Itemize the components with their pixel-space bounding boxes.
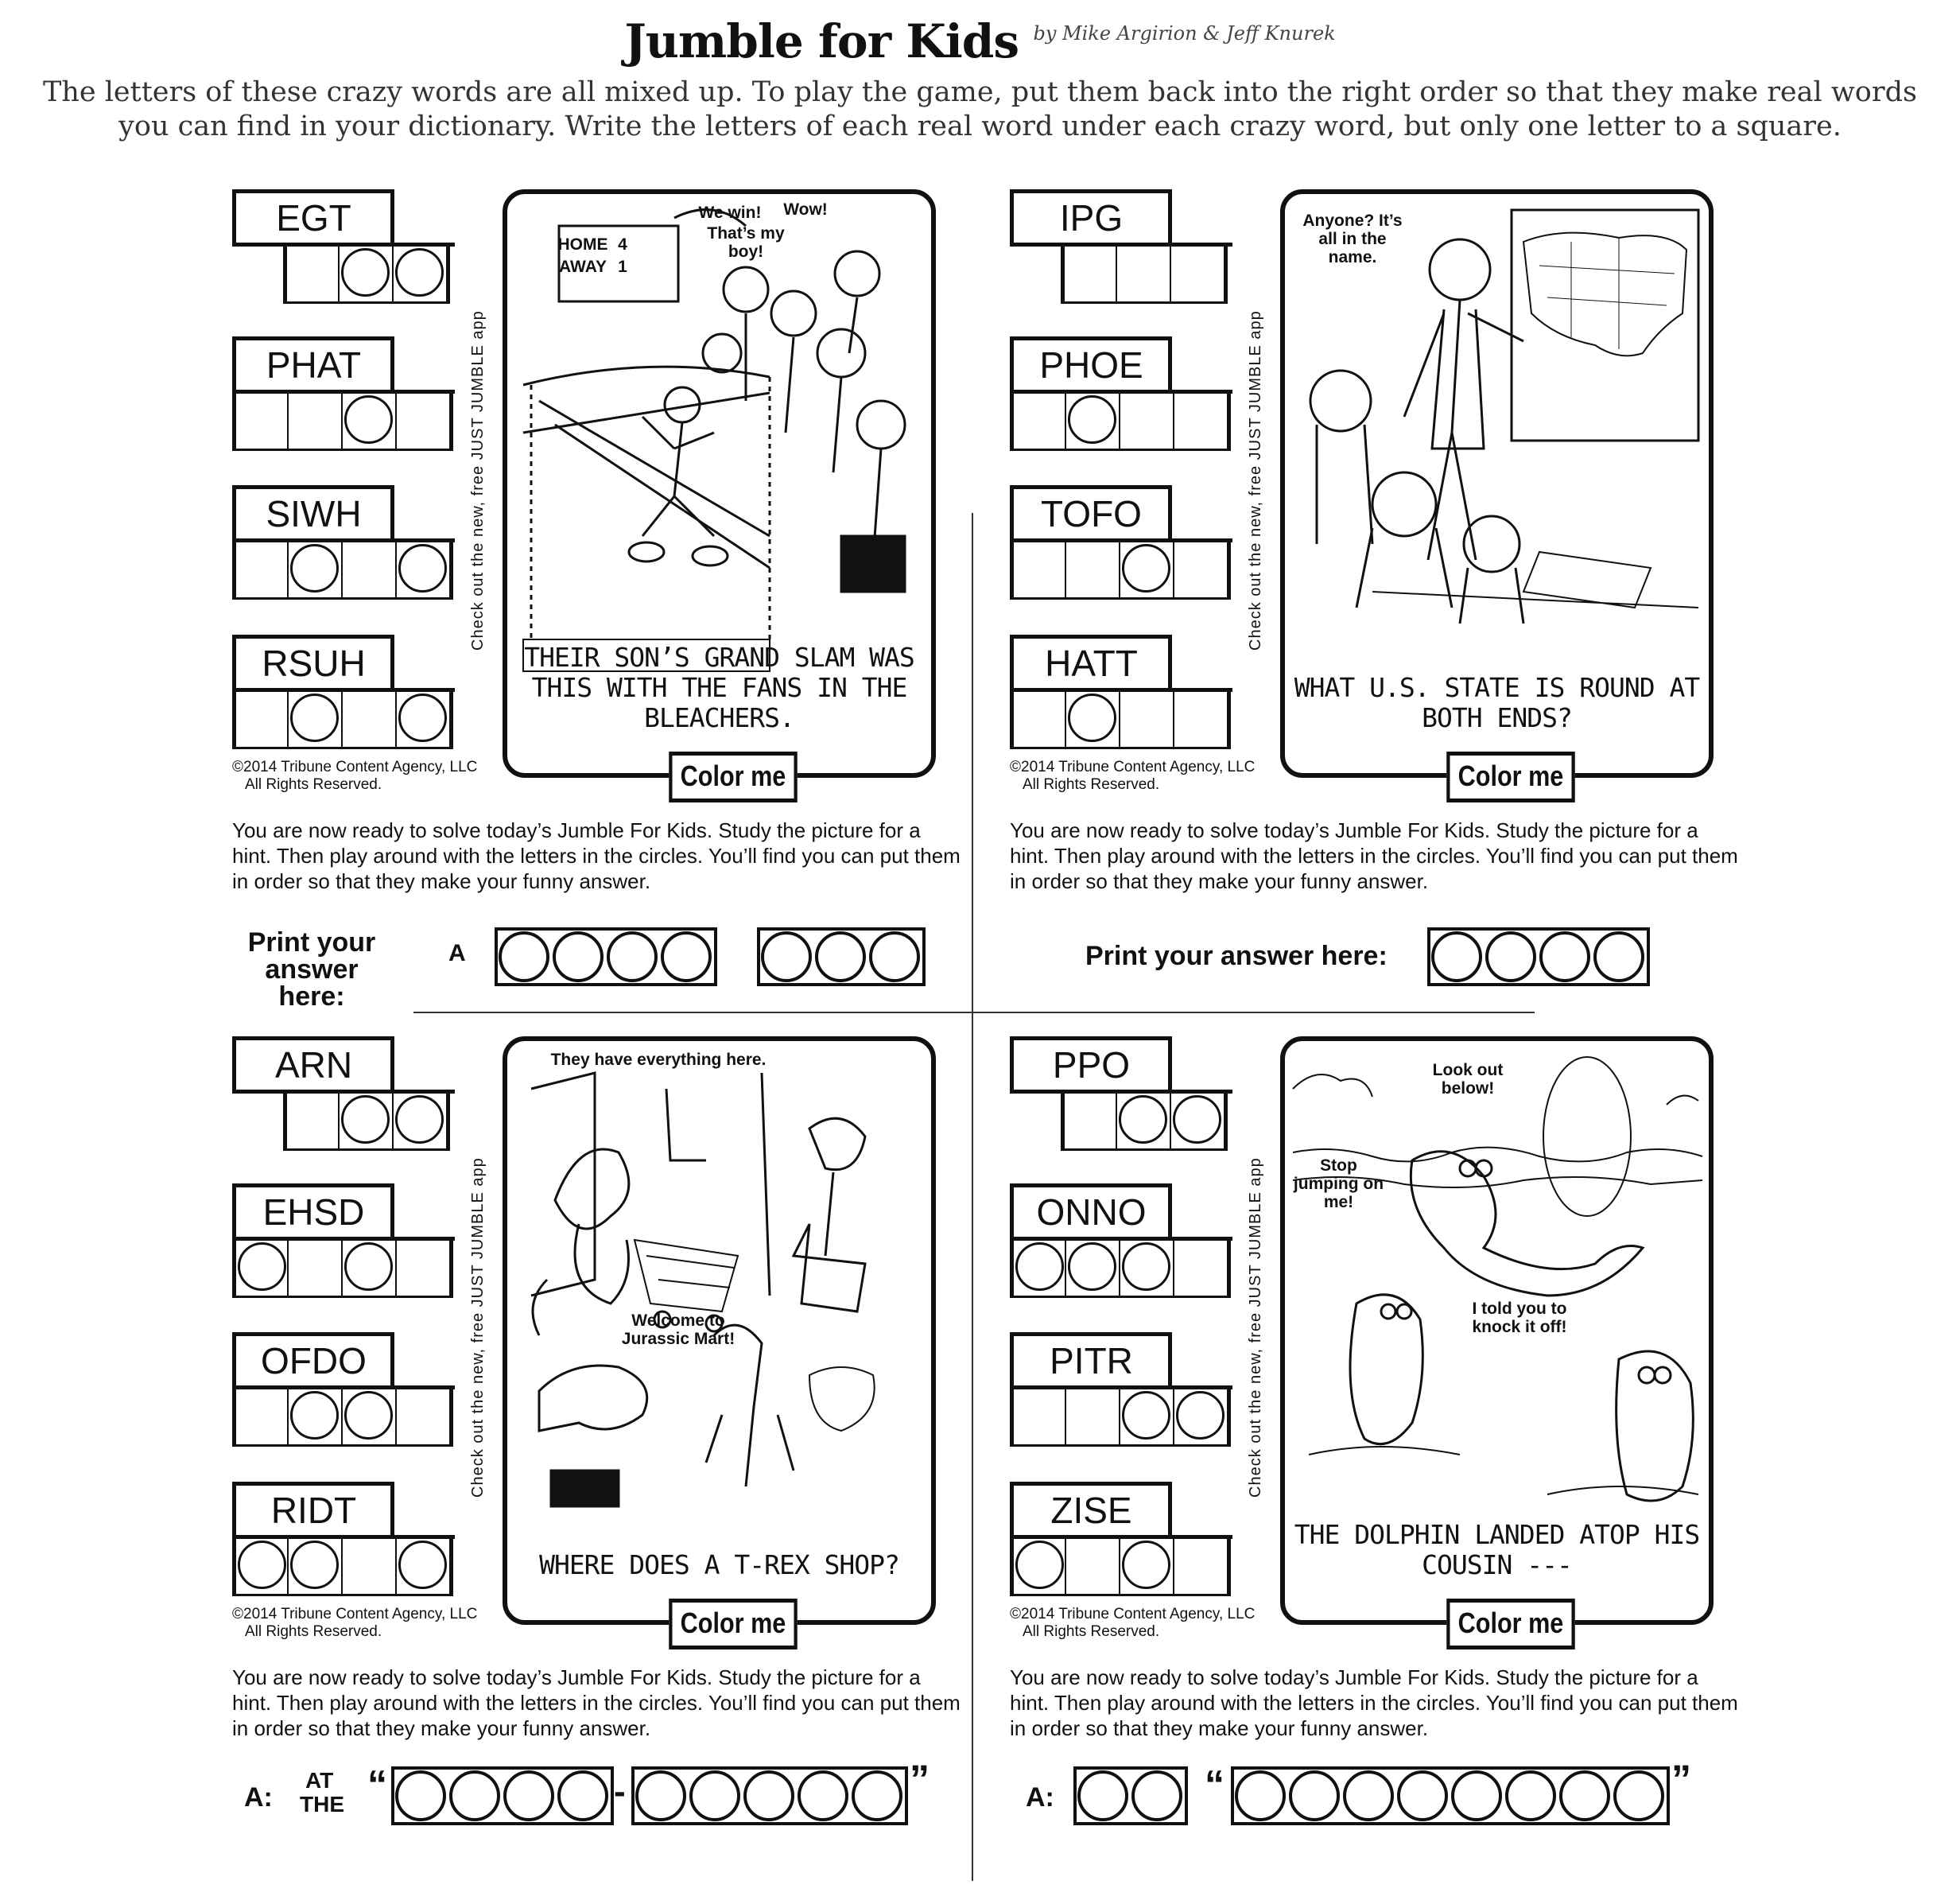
answer-circle[interactable]	[1288, 1770, 1342, 1822]
answer-cells	[232, 1539, 453, 1596]
answer-cells	[1010, 394, 1231, 451]
letter-square[interactable]	[397, 1241, 451, 1296]
cartoon-panel	[1280, 1036, 1714, 1625]
scrambled-word: ZISE	[1010, 1482, 1169, 1539]
circled-letter-square[interactable]	[1117, 1094, 1171, 1148]
copyright	[1010, 759, 1255, 794]
puzzle-4	[1010, 1036, 1805, 1879]
circled-letter-square[interactable]	[343, 1389, 397, 1444]
jumble-word	[1010, 336, 1232, 456]
circled-letter-square[interactable]	[289, 1389, 343, 1444]
letter-square[interactable]	[1120, 692, 1174, 747]
answer-cells	[1010, 1389, 1231, 1447]
answer-word-1	[1073, 1766, 1188, 1825]
circled-letter-square[interactable]	[340, 247, 394, 301]
instructions-text: You are now ready to solve today’s Jumble For Kids. Study the picture for a hint. Then play around with the letters in the circles. You’ll find you can put them in order so that they make your funny answer.	[1010, 818, 1738, 893]
speech-bubble-text: Welcome to Jurassic Mart!	[621, 1311, 735, 1348]
answer-cells	[232, 1389, 453, 1447]
circled-letter-square[interactable]	[394, 247, 448, 301]
speech-bubble-text: 1	[618, 258, 627, 276]
answer-circle[interactable]	[689, 1770, 743, 1822]
jumble-word	[232, 1183, 455, 1303]
scrambled-word: ARN	[232, 1036, 391, 1094]
color-me-label: Color me	[1446, 1599, 1575, 1649]
letter-square[interactable]	[1012, 692, 1066, 747]
letter-square[interactable]	[1066, 1389, 1120, 1444]
answer-cells	[232, 692, 453, 749]
copyright-line: All Rights Reserved.	[1023, 1623, 1160, 1640]
letter-square[interactable]	[1174, 1539, 1228, 1594]
answer-circle[interactable]	[1558, 1770, 1613, 1822]
answer-cells	[1010, 1241, 1231, 1298]
answer-cells	[1061, 247, 1228, 304]
answer-cells	[232, 1241, 453, 1298]
answer-circle[interactable]	[1077, 1770, 1131, 1822]
letter-square[interactable]	[285, 247, 340, 301]
speech-bubble-text: 4	[618, 235, 627, 254]
scrambled-word: HATT	[1010, 635, 1169, 692]
answer-circle[interactable]	[635, 1770, 689, 1822]
jumble-word	[232, 1482, 455, 1601]
open-quote: “	[367, 1762, 387, 1807]
answer-cells	[1010, 692, 1231, 749]
answer-circle[interactable]	[1396, 1770, 1450, 1822]
speech-bubble-text: That’s my boy!	[707, 224, 785, 261]
answer-circle[interactable]	[851, 1770, 905, 1822]
instructions-text: You are now ready to solve today’s Jumble For Kids. Study the picture for a hint. Then play around with the letters in the circles. You’ll find you can put them in order so that they make your funny answer.	[232, 818, 961, 893]
answer-circle[interactable]	[1430, 931, 1485, 983]
color-me-label: Color me	[669, 1599, 798, 1649]
jumble-word	[232, 189, 455, 309]
speech-bubble-text: Look out below!	[1432, 1061, 1504, 1098]
answer-circle[interactable]	[503, 1770, 557, 1822]
answer-word-1	[495, 927, 717, 986]
letter-square[interactable]	[1012, 542, 1066, 597]
answer-circle[interactable]	[797, 1770, 851, 1822]
letter-square[interactable]	[1066, 542, 1120, 597]
cartoon-caption: WHERE DOES A T-REX SHOP?	[539, 1549, 899, 1580]
answer-circle[interactable]	[606, 931, 660, 983]
answer-cells	[1061, 1094, 1228, 1151]
instructions-text: You are now ready to solve today’s Jumble For Kids. Study the picture for a hint. Then play around with the letters in the circles. You’ll find you can put them in order so that they make your funny answer.	[1010, 1665, 1738, 1740]
jumble-word	[1010, 1482, 1232, 1601]
answer-circle[interactable]	[394, 1770, 448, 1822]
color-me-label: Color me	[669, 752, 798, 802]
answer-word-2	[757, 927, 926, 986]
answer-label: A:	[244, 1782, 273, 1813]
answer-circle[interactable]	[1613, 1770, 1667, 1822]
circled-letter-square[interactable]	[394, 1094, 448, 1148]
speech-bubble-text: We win!	[698, 204, 762, 222]
answer-circle[interactable]	[1539, 931, 1593, 983]
scrambled-word: RSUH	[232, 635, 391, 692]
answer-circle[interactable]	[1504, 1770, 1558, 1822]
copyright-line: All Rights Reserved.	[245, 1623, 382, 1640]
circled-letter-square[interactable]	[1120, 1389, 1174, 1444]
page-title: Jumble for Kids	[624, 14, 1019, 68]
scrambled-word: TOFO	[1010, 485, 1169, 542]
answer-circle[interactable]	[1485, 931, 1539, 983]
copyright-line: ©2014 Tribune Content Agency, LLC	[232, 759, 478, 775]
letter-square[interactable]	[1174, 542, 1228, 597]
answer-cells	[1010, 1539, 1231, 1596]
copyright	[1010, 1606, 1255, 1641]
answer-word-2	[631, 1766, 908, 1825]
copyright-line: All Rights Reserved.	[245, 776, 382, 793]
cartoon-panel	[1280, 189, 1714, 778]
circled-letter-square[interactable]	[343, 1241, 397, 1296]
copyright-line: ©2014 Tribune Content Agency, LLC	[1010, 759, 1256, 775]
scrambled-word: PITR	[1010, 1332, 1169, 1389]
jumble-word	[1010, 1183, 1232, 1303]
open-quote: “	[1205, 1762, 1225, 1807]
answer-circle[interactable]	[552, 931, 606, 983]
answer-circle[interactable]	[498, 931, 552, 983]
speech-bubble-text: Stop jumping on me!	[1293, 1156, 1384, 1211]
copyright-line: ©2014 Tribune Content Agency, LLC	[232, 1606, 478, 1622]
letter-square[interactable]	[343, 692, 397, 747]
letter-square[interactable]	[235, 692, 289, 747]
circled-letter-square[interactable]	[235, 1241, 289, 1296]
answer-prefix-top: AT	[305, 1768, 334, 1793]
circled-letter-square[interactable]	[340, 1094, 394, 1148]
circled-letter-square[interactable]	[397, 1539, 451, 1594]
answer-circle[interactable]	[1450, 1770, 1504, 1822]
answer-circle[interactable]	[1234, 1770, 1288, 1822]
jumble-word	[1010, 1036, 1232, 1156]
jumble-word	[232, 1036, 455, 1156]
scrambled-word: OFDO	[232, 1332, 391, 1389]
answer-word-2	[1231, 1766, 1670, 1825]
speech-bubble-text: Anyone? It’s all in the name.	[1302, 212, 1403, 266]
answer-circle[interactable]	[868, 931, 922, 983]
jumble-word	[1010, 1332, 1232, 1451]
jumble-word	[232, 485, 455, 604]
letter-square[interactable]	[1171, 247, 1225, 301]
scrambled-word: SIWH	[232, 485, 391, 542]
scrambled-word: ONNO	[1010, 1183, 1169, 1241]
instructions-text: You are now ready to solve today’s Jumble For Kids. Study the picture for a hint. Then play around with the letters in the circles. You’ll find you can put them in order so that they make your funny answer.	[232, 1665, 961, 1740]
letter-square[interactable]	[343, 542, 397, 597]
circled-letter-square[interactable]	[1066, 1241, 1120, 1296]
scrambled-word: IPG	[1010, 189, 1169, 247]
circled-letter-square[interactable]	[1012, 1539, 1066, 1594]
scrambled-word: EGT	[232, 189, 391, 247]
circled-letter-square[interactable]	[397, 692, 451, 747]
jumble-word	[1010, 189, 1232, 309]
letter-square[interactable]	[343, 1539, 397, 1594]
answer-label: Print your answer here:	[1085, 941, 1388, 971]
circled-letter-square[interactable]	[343, 394, 397, 449]
cartoon-panel	[503, 189, 936, 778]
dash: -	[614, 1772, 626, 1811]
answer-cells	[283, 247, 450, 304]
circled-letter-square[interactable]	[1171, 1094, 1225, 1148]
letter-square[interactable]	[1120, 394, 1174, 449]
answer-circle[interactable]	[814, 931, 868, 983]
close-quote: ”	[1671, 1757, 1691, 1801]
jumble-word	[1010, 635, 1232, 754]
answer-label: A:	[1026, 1782, 1054, 1813]
answer-circle[interactable]	[743, 1770, 797, 1822]
letter-square[interactable]	[1117, 247, 1171, 301]
circled-letter-square[interactable]	[1012, 1241, 1066, 1296]
answer-circle[interactable]	[448, 1770, 503, 1822]
speech-bubble-text: HOME	[557, 235, 608, 254]
answer-label: Print your answer here:	[247, 927, 376, 1012]
copyright	[232, 1606, 477, 1641]
answer-circle[interactable]	[557, 1770, 611, 1822]
intro-text: The letters of these crazy words are all mixed up. To play the game, put them back into the right order so that they make real words you can find in your dictionary. Write the letters of each real word under each crazy word, but only one letter to a square.	[43, 76, 1917, 142]
answer-prefix-bottom: THE	[300, 1792, 344, 1817]
cartoon-panel	[503, 1036, 936, 1625]
answer-circle[interactable]	[1131, 1770, 1185, 1822]
puzzle-3	[232, 1036, 1027, 1879]
circled-letter-square[interactable]	[289, 1539, 343, 1594]
answer-circle[interactable]	[660, 931, 714, 983]
copyright-line: All Rights Reserved.	[1023, 776, 1160, 793]
cartoon-caption: WHAT U.S. STATE IS ROUND AT BOTH ENDS?	[1294, 672, 1700, 733]
letter-square[interactable]	[1174, 692, 1228, 747]
scrambled-word: EHSD	[232, 1183, 391, 1241]
circled-letter-square[interactable]	[1120, 1539, 1174, 1594]
copyright-line: ©2014 Tribune Content Agency, LLC	[1010, 1606, 1256, 1622]
letter-square[interactable]	[285, 1094, 340, 1148]
jumble-word	[232, 635, 455, 754]
scrambled-word: PHOE	[1010, 336, 1169, 394]
cartoon-caption: THEIR SON’S GRAND SLAM WAS THIS WITH THE FANS IN THE BLEACHERS.	[524, 642, 914, 733]
answer-word-1	[391, 1766, 614, 1825]
app-note: Check out the new, free JUST JUMBLE app	[1247, 1157, 1264, 1498]
letter-square[interactable]	[1063, 247, 1117, 301]
letter-square[interactable]	[1066, 1539, 1120, 1594]
app-note: Check out the new, free JUST JUMBLE app	[469, 310, 487, 651]
answer-circle[interactable]	[760, 931, 814, 983]
circled-letter-square[interactable]	[1066, 692, 1120, 747]
puzzle-1	[232, 189, 1027, 1032]
circled-letter-square[interactable]	[289, 692, 343, 747]
answer-circle[interactable]	[1593, 931, 1647, 983]
circled-letter-square[interactable]	[1120, 542, 1174, 597]
letter-square[interactable]	[235, 542, 289, 597]
answer-circle[interactable]	[1342, 1770, 1396, 1822]
letter-square[interactable]	[1012, 394, 1066, 449]
letter-square[interactable]	[1063, 1094, 1117, 1148]
answer-cells	[232, 394, 453, 451]
jumble-word	[1010, 485, 1232, 604]
speech-bubble-text: AWAY	[559, 258, 607, 276]
color-me-label: Color me	[1446, 752, 1575, 802]
scrambled-word: PPO	[1010, 1036, 1169, 1094]
speech-bubble-text: I told you to knock it off!	[1472, 1300, 1567, 1336]
answer-cells	[232, 542, 453, 600]
circled-letter-square[interactable]	[1174, 1389, 1228, 1444]
circled-letter-square[interactable]	[235, 1539, 289, 1594]
circled-letter-square[interactable]	[289, 542, 343, 597]
speech-bubble-text: Wow!	[783, 200, 828, 219]
answer-prefix: A	[448, 940, 466, 966]
circled-letter-square[interactable]	[1066, 394, 1120, 449]
puzzle-2	[1010, 189, 1805, 1032]
circled-letter-square[interactable]	[1120, 1241, 1174, 1296]
letter-square[interactable]	[235, 1389, 289, 1444]
letter-square[interactable]	[397, 1389, 451, 1444]
page-header	[0, 14, 1960, 68]
letter-square[interactable]	[289, 1241, 343, 1296]
scrambled-word: PHAT	[232, 336, 391, 394]
app-note: Check out the new, free JUST JUMBLE app	[469, 1157, 487, 1498]
answer-cells	[1010, 542, 1231, 600]
circled-letter-square[interactable]	[397, 542, 451, 597]
app-note: Check out the new, free JUST JUMBLE app	[1247, 310, 1264, 651]
letter-square[interactable]	[289, 394, 343, 449]
letter-square[interactable]	[1174, 1241, 1228, 1296]
byline: by Mike Argirion & Jeff Knurek	[1033, 22, 1336, 45]
speech-bubble-text: They have everything here.	[550, 1051, 767, 1069]
answer-word-1	[1427, 927, 1650, 986]
close-quote: ”	[910, 1757, 930, 1801]
answer-cells	[283, 1094, 450, 1151]
jumble-word	[232, 1332, 455, 1451]
letter-square[interactable]	[397, 394, 451, 449]
jumble-word	[232, 336, 455, 456]
letter-square[interactable]	[235, 394, 289, 449]
cartoon-caption: THE DOLPHIN LANDED ATOP HIS COUSIN ---	[1294, 1519, 1700, 1580]
letter-square[interactable]	[1012, 1389, 1066, 1444]
copyright	[232, 759, 477, 794]
scrambled-word: RIDT	[232, 1482, 391, 1539]
letter-square[interactable]	[1174, 394, 1228, 449]
